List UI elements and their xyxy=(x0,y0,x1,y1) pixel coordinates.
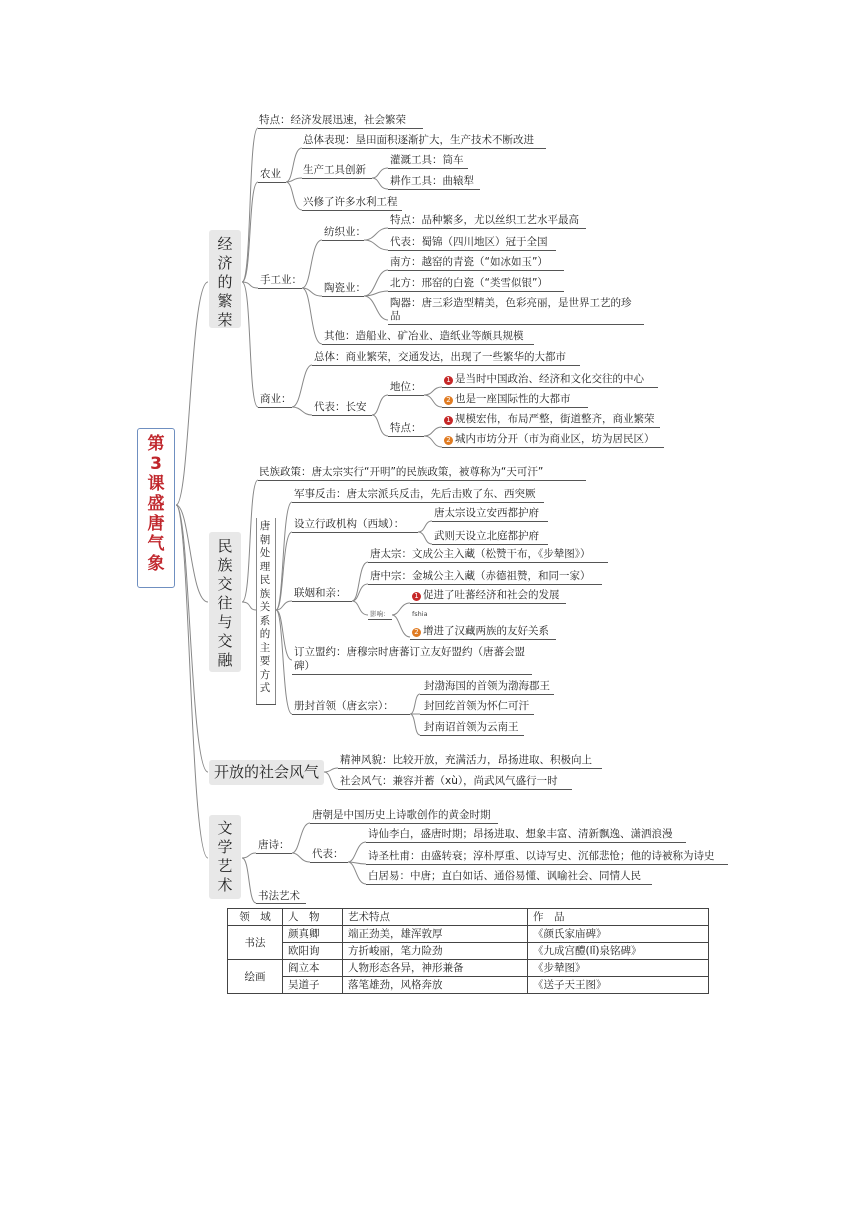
poetry-golden: 唐朝是中国历史上诗歌创作的黄金时期 xyxy=(312,809,491,821)
table-header: 作 品 xyxy=(528,909,709,926)
commerce-rep: 代表：长安 xyxy=(314,401,367,413)
table-header: 人 物 xyxy=(283,909,343,926)
lesson-title: 第 3 课 盛 唐 气 象 xyxy=(137,428,175,588)
table-row xyxy=(228,960,709,977)
art-table xyxy=(227,908,709,994)
fshia-note: fshia xyxy=(412,610,428,618)
tools-label: 生产工具创新 xyxy=(303,164,366,176)
poetry-label: 唐诗： xyxy=(258,839,290,851)
titles-label: 册封首领（唐玄宗）： xyxy=(294,700,394,712)
table-cell: 人物形态各异，神形兼备 xyxy=(343,960,528,977)
irrigation-tool: 灌溉工具：筒车 xyxy=(390,154,464,166)
number-one-icon: 1 xyxy=(444,416,453,425)
table-header-row xyxy=(228,909,709,926)
influence-label: 影响： xyxy=(370,610,390,618)
tangsancai-1: 陶器：唐三彩造型精美，色彩亮丽，是世界工艺的珍 xyxy=(390,297,632,309)
status-2: 2 也是一座国际性的大都市 xyxy=(444,393,571,406)
table-cell: 《颜氏家庙碑》 xyxy=(528,926,709,943)
commerce-overall: 总体：商业繁荣，交通发达，出现了一些繁华的大都市 xyxy=(314,351,566,363)
marriage-label: 联姻和亲： xyxy=(294,587,347,599)
agriculture-overall: 总体表现：垦田面积逐渐扩大，生产技术不断改进 xyxy=(303,134,534,146)
table-row xyxy=(228,943,709,960)
status-label: 地位： xyxy=(390,381,422,393)
ceramic-south: 南方：越窑的青瓷（“如冰如玉”） xyxy=(390,256,548,268)
number-one-icon: 1 xyxy=(412,592,421,601)
marriage-1: 唐太宗：文成公主入藏（松赞干布，《步辇图》） xyxy=(370,548,591,560)
openness-custom: 社会风气：兼容并蓄（xù），尚武风气盛行一时 xyxy=(340,775,558,787)
ethnic-policy: 民族政策：唐太宗实行“开明”的民族政策，被尊称为“天可汗” xyxy=(259,466,544,478)
table-cell: 欧阳询 xyxy=(283,943,343,960)
table-cell: 方折峻丽，笔力险劲 xyxy=(343,943,528,960)
admin-2: 武则天设立北庭都护府 xyxy=(434,530,539,542)
number-two-icon: 2 xyxy=(412,628,421,637)
titles-2: 封回纥首领为怀仁可汗 xyxy=(424,700,529,712)
table-cell: 吴道子 xyxy=(283,977,343,994)
textile-label: 纺织业： xyxy=(324,226,366,238)
alliance-1: 订立盟约：唐穆宗时唐蕃订立友好盟约（唐蕃会盟 xyxy=(294,646,525,658)
table-cell: 《九成宫醴(lǐ)泉铭碑》 xyxy=(528,943,709,960)
ceramic-north: 北方：邢窑的白瓷（“类雪似银”） xyxy=(390,277,548,289)
economy-feature: 特点：经济发展迅速，社会繁荣 xyxy=(259,114,406,126)
influence-2: 2 增进了汉藏两族的友好关系 xyxy=(412,625,549,638)
admin-1: 唐太宗设立安西都护府 xyxy=(434,507,539,519)
table-cell: 阎立本 xyxy=(283,960,343,977)
alliance-2: 碑） xyxy=(294,660,315,672)
calligraphy-label: 书法艺术 xyxy=(258,890,300,902)
poet-dufu: 诗圣杜甫：由盛转衰；淳朴厚重、以诗写史、沉郁悲怆；他的诗被称为诗史 xyxy=(368,850,715,862)
table-cell: 书法 xyxy=(228,926,283,960)
agriculture-label: 农业 xyxy=(260,168,281,180)
tangsancai-2: 品 xyxy=(390,310,401,322)
table-row xyxy=(228,926,709,943)
ceramic-label: 陶瓷业： xyxy=(324,282,366,294)
water-projects: 兴修了许多水利工程 xyxy=(303,196,398,208)
poetry-rep-label: 代表： xyxy=(312,848,344,860)
feature-1: 1 规模宏伟，布局严整，街道整齐，商业繁荣 xyxy=(444,413,655,426)
poet-libai: 诗仙李白，盛唐时期；昂扬进取、想象丰富、清新飘逸、潇洒浪漫 xyxy=(368,828,673,840)
table-header: 艺术特点 xyxy=(343,909,528,926)
branch-literature: 文 学 艺 术 xyxy=(209,815,241,899)
textile-feature: 特点：品种繁多，尤以丝织工艺水平最高 xyxy=(390,214,579,226)
ethnic-methods-vertical: 唐 朝 处 理 民 族 关 系 的 主 要 方 式 xyxy=(259,520,271,694)
plough-tool: 耕作工具：曲辕犁 xyxy=(390,175,474,187)
feature-label: 特点： xyxy=(390,422,422,434)
number-one-icon: 1 xyxy=(444,376,453,385)
table-cell: 端正劲美，雄浑敦厚 xyxy=(343,926,528,943)
table-row xyxy=(228,977,709,994)
military-strike: 军事反击：唐太宗派兵反击，先后击败了东、西突厥 xyxy=(294,488,536,500)
table-cell: 绘画 xyxy=(228,960,283,994)
number-two-icon: 2 xyxy=(444,436,453,445)
poet-baijuyi: 白居易：中唐；直白如话、通俗易懂、讽喻社会、同情人民 xyxy=(368,870,641,882)
openness-spirit: 精神风貌：比较开放，充满活力，昂扬进取、积极向上 xyxy=(340,754,592,766)
table-cell: 颜真卿 xyxy=(283,926,343,943)
handicraft-label: 手工业： xyxy=(260,274,302,286)
number-two-icon: 2 xyxy=(444,396,453,405)
branch-economy: 经 济 的 繁 荣 xyxy=(209,230,241,328)
feature-2: 2 城内市坊分开（市为商业区，坊为居民区） xyxy=(444,433,655,446)
status-1: 1 是当时中国政治、经济和文化交往的中心 xyxy=(444,373,644,386)
branch-openness: 开放的社会风气 xyxy=(209,760,324,785)
titles-3: 封南诏首领为云南王 xyxy=(424,721,519,733)
admin-label: 设立行政机构（西域）： xyxy=(294,518,405,530)
handicraft-other: 其他：造船业、矿冶业、造纸业等颇具规模 xyxy=(324,330,524,342)
titles-1: 封渤海国的首领为渤海郡王 xyxy=(424,680,550,692)
marriage-2: 唐中宗：金城公主入藏（赤德祖赞，和同一家） xyxy=(370,570,591,582)
influence-1: 1 促进了吐蕃经济和社会的发展 xyxy=(412,589,560,602)
branch-ethnic: 民 族 交 往 与 交 融 xyxy=(209,532,241,672)
table-cell: 落笔雄劲，风格奔放 xyxy=(343,977,528,994)
table-cell: 《送子天王图》 xyxy=(528,977,709,994)
table-cell: 《步辇图》 xyxy=(528,960,709,977)
commerce-label: 商业： xyxy=(260,393,292,405)
textile-rep: 代表：蜀锦（四川地区）冠于全国 xyxy=(390,236,548,248)
table-header: 领 域 xyxy=(228,909,283,926)
